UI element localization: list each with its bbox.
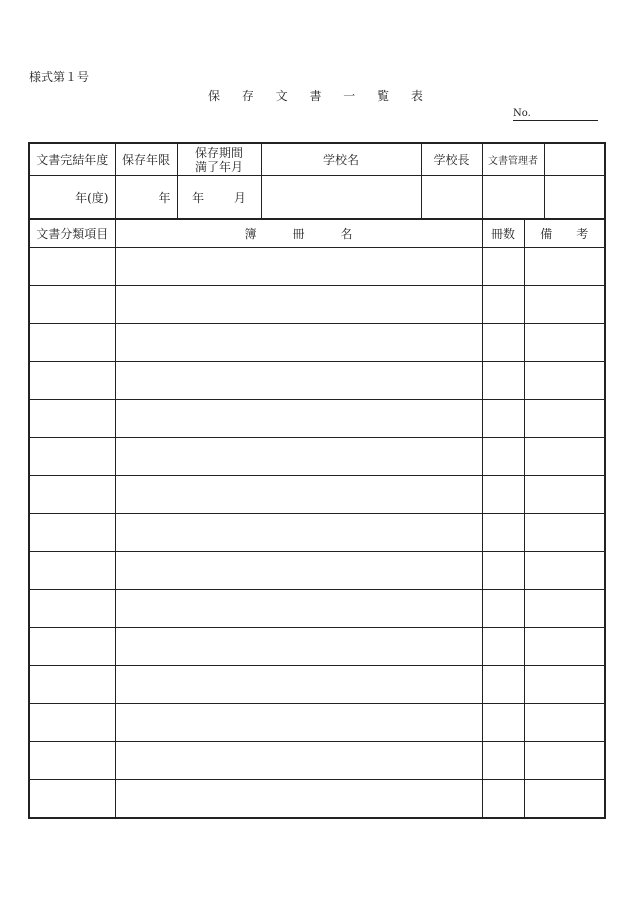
remarks-cell[interactable] (524, 286, 605, 324)
volume-count-cell[interactable] (482, 438, 524, 476)
table-row (29, 400, 605, 438)
completion-year-header: 文書完結年度 (29, 143, 115, 176)
retention-expiry-line2: 満了年月 (194, 159, 243, 174)
volume-count-cell[interactable] (482, 362, 524, 400)
ledger-name-cell[interactable] (115, 780, 482, 819)
volume-count-cell[interactable] (482, 476, 524, 514)
year-label: 年 (158, 190, 171, 205)
retention-expiry-cell[interactable] (177, 176, 261, 220)
form-label: 様式第１号 (29, 70, 90, 84)
document-number-field[interactable] (513, 108, 598, 121)
classification-cell[interactable] (29, 248, 115, 286)
classification-cell[interactable] (29, 666, 115, 704)
expiry-year-label: 年 (192, 190, 205, 205)
ledger-name-cell[interactable] (115, 514, 482, 552)
table-row (29, 286, 605, 324)
volume-count-cell[interactable] (482, 628, 524, 666)
table-row (29, 552, 605, 590)
remarks-cell[interactable] (524, 780, 605, 819)
table-row (29, 780, 605, 819)
remarks-cell[interactable] (524, 362, 605, 400)
classification-cell[interactable] (29, 400, 115, 438)
classification-cell[interactable] (29, 362, 115, 400)
ledger-name-cell[interactable] (115, 742, 482, 780)
table-row (29, 324, 605, 362)
classification-cell[interactable] (29, 780, 115, 819)
table-row (29, 628, 605, 666)
ledger-name-column-header: 簿 冊 名 (115, 219, 482, 248)
classification-cell[interactable] (29, 742, 115, 780)
remarks-cell[interactable] (524, 590, 605, 628)
ledger-rows (29, 248, 605, 819)
number-label: No. (513, 108, 531, 119)
remarks-cell[interactable] (524, 628, 605, 666)
table-row (29, 362, 605, 400)
remarks-cell[interactable] (524, 704, 605, 742)
retention-expiry-header (177, 143, 261, 176)
classification-cell[interactable] (29, 590, 115, 628)
volume-count-column-header: 冊数 (482, 219, 524, 248)
principal-header: 学校長 (421, 143, 482, 176)
ledger-name-cell[interactable] (115, 324, 482, 362)
principal-seal-cell[interactable] (421, 176, 482, 220)
ledger-name-cell[interactable] (115, 400, 482, 438)
table-row (29, 590, 605, 628)
classification-cell[interactable] (29, 514, 115, 552)
ledger-name-cell[interactable] (115, 590, 482, 628)
remarks-cell[interactable] (524, 476, 605, 514)
volume-count-cell[interactable] (482, 286, 524, 324)
retention-years-header: 保存年限 (115, 143, 177, 176)
ledger-name-cell[interactable] (115, 248, 482, 286)
table-row (29, 666, 605, 704)
classification-cell[interactable] (29, 704, 115, 742)
remarks-column-header: 備 考 (524, 219, 605, 248)
remarks-cell[interactable] (524, 324, 605, 362)
school-name-cell[interactable] (261, 176, 421, 220)
ledger-name-cell[interactable] (115, 286, 482, 324)
ledger-name-cell[interactable] (115, 438, 482, 476)
volume-count-cell[interactable] (482, 324, 524, 362)
volume-count-cell[interactable] (482, 552, 524, 590)
ledger-name-cell[interactable] (115, 552, 482, 590)
table-row (29, 742, 605, 780)
ledger-table (28, 218, 606, 819)
classification-cell[interactable] (29, 438, 115, 476)
header-table (28, 142, 606, 220)
document-manager-header: 文書管理者 (482, 143, 544, 176)
year-fiscal-label: 年(度) (75, 190, 109, 205)
volume-count-cell[interactable] (482, 248, 524, 286)
table-row (29, 704, 605, 742)
table-row (29, 476, 605, 514)
table-row (29, 514, 605, 552)
ledger-name-cell[interactable] (115, 704, 482, 742)
volume-count-cell[interactable] (482, 742, 524, 780)
volume-count-cell[interactable] (482, 780, 524, 819)
remarks-cell[interactable] (524, 400, 605, 438)
volume-count-cell[interactable] (482, 666, 524, 704)
table-row (29, 438, 605, 476)
classification-cell[interactable] (29, 476, 115, 514)
retention-years-cell[interactable] (115, 176, 177, 220)
remarks-cell[interactable] (524, 666, 605, 704)
remarks-cell[interactable] (524, 742, 605, 780)
completion-year-cell[interactable] (29, 176, 115, 220)
ledger-name-cell[interactable] (115, 476, 482, 514)
volume-count-cell[interactable] (482, 400, 524, 438)
remarks-cell[interactable] (524, 248, 605, 286)
volume-count-cell[interactable] (482, 514, 524, 552)
ledger-name-cell[interactable] (115, 628, 482, 666)
remarks-cell[interactable] (524, 552, 605, 590)
form-title: 保 存 文 書 一 覧 表 (208, 89, 432, 103)
classification-cell[interactable] (29, 324, 115, 362)
volume-count-cell[interactable] (482, 590, 524, 628)
classification-cell[interactable] (29, 552, 115, 590)
volume-count-cell[interactable] (482, 704, 524, 742)
remarks-cell[interactable] (524, 514, 605, 552)
ledger-name-cell[interactable] (115, 666, 482, 704)
table-row (29, 248, 605, 286)
ledger-name-cell[interactable] (115, 362, 482, 400)
expiry-month-label: 月 (233, 190, 246, 205)
blank-cell[interactable] (544, 176, 605, 220)
classification-cell[interactable] (29, 286, 115, 324)
remarks-cell[interactable] (524, 438, 605, 476)
classification-column-header: 文書分類項目 (29, 219, 115, 248)
classification-cell[interactable] (29, 628, 115, 666)
blank-header-cell (544, 143, 605, 176)
school-name-header: 学校名 (261, 143, 421, 176)
retention-expiry-line1: 保存期間 (194, 145, 243, 160)
document-manager-seal-cell[interactable] (482, 176, 544, 220)
